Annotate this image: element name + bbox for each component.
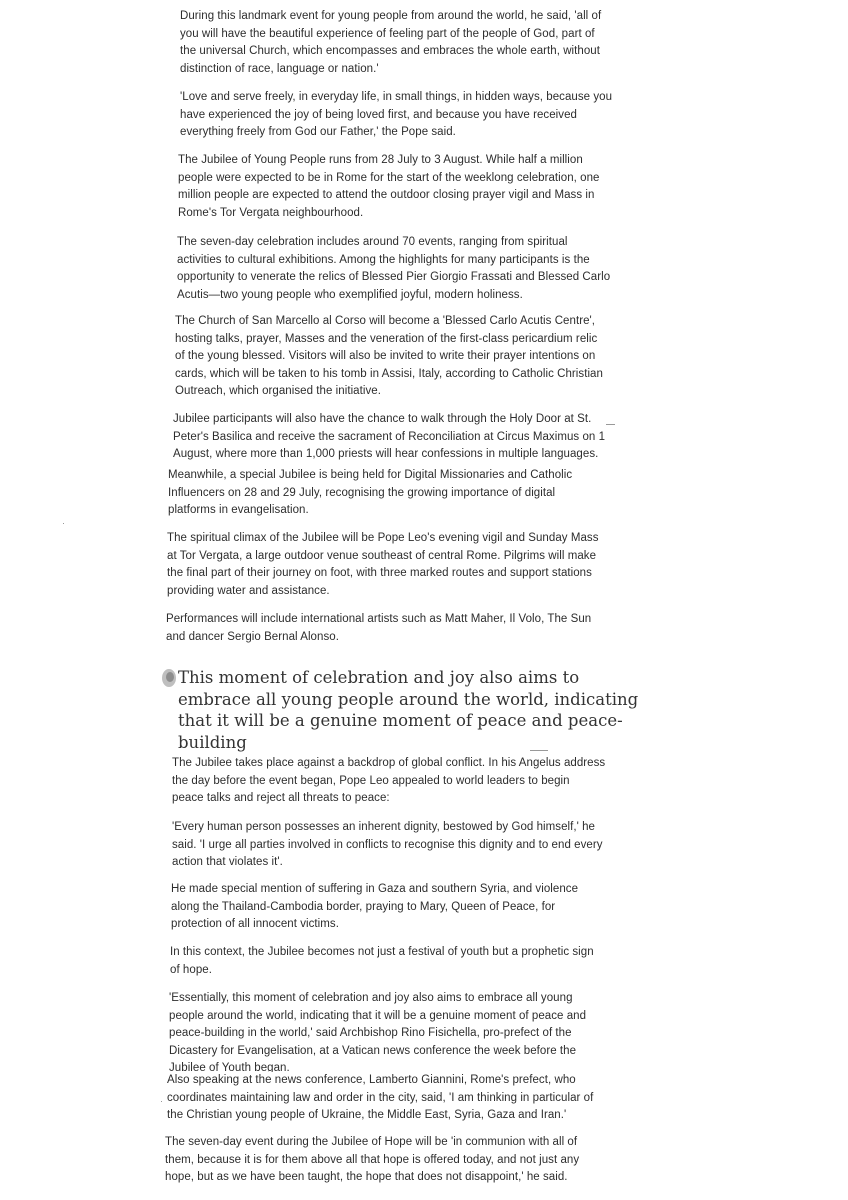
smudge-icon: [158, 662, 180, 690]
text-line: 'Every human person possesses an inherent dignity, bestowed by God himself,' he: [172, 821, 595, 833]
text-line: opportunity to venerate the relics of Blessed Pier Giorgio Frassati and Blessed Carlo: [177, 271, 611, 283]
text-line: Rome's Tor Vergata neighbourhood.: [178, 206, 364, 219]
article-paragraph-14: [169, 990, 586, 1072]
article-paragraph-8: [167, 530, 599, 600]
text-line: peace-building in the world,' said Archbishop Rino Fisichella, pro-prefect of the: [169, 1027, 572, 1039]
text-line: Influencers on 28 and 29 July, recognising the growing importance of digital: [168, 486, 556, 499]
article-paragraph-16: [165, 1134, 579, 1187]
text-line: August, where more than 1,000 priests will hear confessions in multiple languages.: [173, 448, 599, 460]
text-line: 'Love and serve freely, in everyday life, in small things, in hidden ways, because you: [180, 91, 613, 103]
text-line: Jubilee of Youth began.: [169, 1062, 290, 1072]
text-line: protection of all innocent victims.: [171, 918, 339, 930]
scan-mark: [606, 424, 615, 425]
text-line: 'Essentially, this moment of celebration and joy also aims to embrace all young: [169, 992, 573, 1004]
article-paragraph-1: [180, 8, 601, 78]
text-line: said. 'I urge all parties involved in conflicts to recognise this dignity and to end every: [172, 838, 603, 851]
text-line: everything freely from God our Father,' the Pope said.: [180, 126, 456, 138]
text-line: hope, but as we have been taught, the hope that does not disappoint,' he said.: [165, 1171, 568, 1183]
text-line: have experienced the joy of being loved first, and because you have received: [180, 108, 577, 121]
text-line: you will have the beautiful experience of feeling part of the people of God, part of: [180, 27, 595, 40]
text-line: The Jubilee of Young People runs from 28 July to 3 August. While half a million: [178, 154, 583, 166]
scan-mark: [530, 750, 548, 751]
text-line: The seven-day celebration includes around 70 events, ranging from spiritual: [177, 236, 568, 248]
text-line: the universal Church, which encompasses and embraces the whole earth, without: [180, 45, 600, 57]
text-line: the day before the event began, Pope Leo appealed to world leaders to begin: [172, 774, 570, 787]
article-paragraph-9: [166, 611, 591, 646]
text-line: The Jubilee takes place against a backdrop of global conflict. In his Angelus address: [172, 757, 606, 769]
scan-speck: ·: [62, 518, 65, 528]
text-line: The Church of San Marcello al Corso will become a 'Blessed Carlo Acutis Centre',: [175, 315, 596, 327]
text-line: of hope.: [170, 963, 212, 976]
article-paragraph-5: [175, 313, 603, 401]
text-line: at Tor Vergata, a large outdoor venue southeast of central Rome. Pilgrims will make: [167, 549, 597, 562]
pull-quote-line: This moment of celebration and joy also aims to: [178, 668, 580, 687]
text-line: Performances will include international artists such as Matt Maher, Il Volo, The Sun: [166, 613, 592, 625]
article-paragraph-11: [172, 819, 603, 872]
article-paragraph-7: [168, 467, 572, 520]
text-line: along the Thailand-Cambodia border, praying to Mary, Queen of Peace, for: [171, 900, 556, 913]
text-line: The spiritual climax of the Jubilee will be Pope Leo's evening vigil and Sunday Mass: [167, 532, 599, 544]
text-line: Meanwhile, a special Jubilee is being held for Digital Missionaries and Catholic: [168, 469, 573, 481]
text-line: coordinates maintaining law and order in the city, said, 'I am thinking in particular of: [167, 1091, 594, 1104]
article-paragraph-4: [177, 234, 610, 304]
pull-quote: [178, 667, 638, 753]
pull-quote-line: embrace all young people around the world, indicating: [178, 689, 639, 709]
text-line: peace talks and reject all threats to peace:: [172, 792, 390, 804]
text-line: Acutis—two young people who exemplified joyful, modern holiness.: [177, 288, 523, 301]
text-line: people around the world, indicating that it will be a genuine moment of peace and: [169, 1009, 587, 1022]
text-line: He made special mention of suffering in Gaza and southern Syria, and violence: [171, 883, 579, 895]
text-line: the Christian young people of Ukraine, the Middle East, Syria, Gaza and Iran.': [167, 1109, 567, 1121]
text-line: people were expected to be in Rome for the start of the weeklong celebration, one: [178, 171, 600, 184]
text-line: and dancer Sergio Bernal Alonso.: [166, 630, 339, 643]
text-line: Peter's Basilica and receive the sacrament of Reconciliation at Circus Maximus on 1: [173, 430, 606, 443]
article-paragraph-10: [172, 755, 605, 808]
text-line: action that violates it'.: [172, 856, 283, 868]
text-line: Dicastery for Evangelisation, at a Vatican news conference the week before the: [169, 1044, 577, 1057]
text-line: providing water and assistance.: [167, 584, 330, 597]
text-line: During this landmark event for young people from around the world, he said, 'all of: [180, 10, 602, 22]
text-line: hosting talks, prayer, Masses and the veneration of the first-class pericardium relic: [175, 332, 598, 345]
article-paragraph-12: [171, 881, 578, 934]
text-line: activities to cultural exhibitions. Among the highlights for many participants is the: [177, 253, 590, 266]
text-line: Outreach, which organised the initiative.: [175, 385, 381, 397]
text-line: Also speaking at the news conference, Lamberto Giannini, Rome's prefect, who: [167, 1074, 576, 1086]
text-line: million people are expected to attend the outdoor closing prayer vigil and Mass in: [178, 189, 595, 201]
article-paragraph-2: [180, 89, 612, 142]
text-line: the final part of their journey on foot, with three marked routes and support stations: [167, 567, 592, 579]
pull-quote-line: building: [178, 732, 247, 752]
article-paragraph-13: [170, 944, 594, 979]
article-paragraph-15: [167, 1072, 593, 1125]
text-line: cards, which will be taken to his tomb in Assisi, Italy, according to Catholic Christian: [175, 367, 603, 380]
text-line: The seven-day event during the Jubilee of Hope will be 'in communion with all of: [165, 1136, 578, 1148]
text-line: them, because it is for them above all that hope is offered today, and not just any: [165, 1153, 580, 1166]
article-paragraph-3: [178, 152, 600, 222]
text-line: In this context, the Jubilee becomes not just a festival of youth but a prophetic sign: [170, 946, 594, 958]
text-line: Jubilee participants will also have the chance to walk through the Holy Door at St.: [173, 413, 592, 425]
scan-speck: ·: [160, 1096, 163, 1106]
text-line: of the young blessed. Visitors will also be invited to write their prayer intentions on: [175, 350, 596, 362]
pull-quote-line: that it will be a genuine moment of peace and peace-: [178, 711, 623, 730]
article-paragraph-6: [173, 411, 605, 464]
text-line: distinction of race, language or nation.': [180, 62, 379, 75]
text-line: platforms in evangelisation.: [168, 504, 309, 516]
